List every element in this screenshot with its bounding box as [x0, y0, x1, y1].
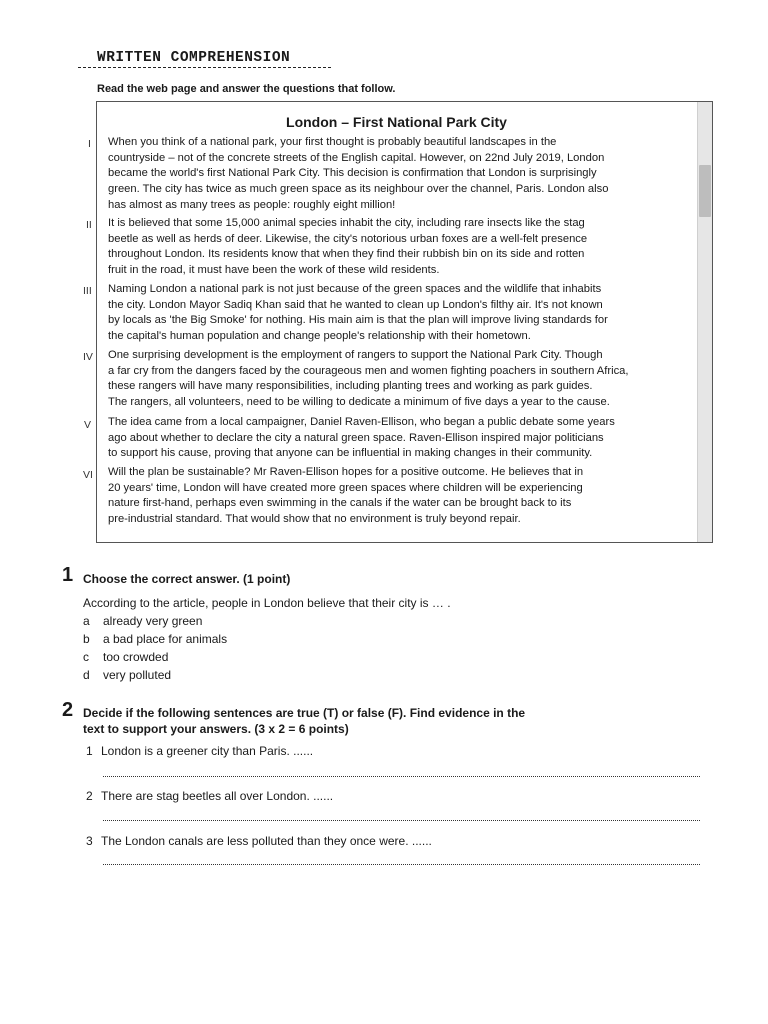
article-title: London – First National Park City [286, 114, 507, 130]
paragraph-number: IV [83, 351, 93, 363]
paragraph-line: a far cry from the dangers faced by the courageous men and women fighting poachers in southern Africa, [108, 364, 629, 377]
scrollbar-thumb[interactable] [699, 165, 711, 217]
paragraph-number: III [83, 285, 92, 297]
paragraph-line: Will the plan be sustainable? Mr Raven-Ellison hopes for a positive outcome. He believes that in [108, 466, 584, 478]
paragraph-number: VI [83, 469, 93, 481]
true-false-statement: There are stag beetles all over London. ...... [101, 789, 334, 803]
paragraph-line: Naming London a national park is not just because of the green spaces and the wildlife that inhabits [108, 283, 602, 295]
paragraph-line: by locals as 'the Big Smoke' for nothing. His main aim is that the plan will improve living standards for [108, 314, 608, 327]
article-paragraph [108, 465, 694, 528]
option-text[interactable]: a bad place for animals [103, 632, 228, 646]
item-number: 3 [86, 834, 93, 848]
answer-line[interactable] [103, 776, 700, 777]
webpage-panel [96, 101, 713, 543]
paragraph-number: V [84, 419, 92, 431]
true-false-statement: London is a greener city than Paris. ...... [101, 744, 314, 758]
paragraph-line: became the world's first National Park City. This decision is confirmation that London is surprisingly [108, 167, 597, 180]
paragraph-line: When you think of a national park, your first thought is probably beautiful landscapes in the [108, 136, 557, 148]
scrollbar[interactable] [697, 102, 712, 542]
question-stem: According to the article, people in London believe that their city is … . [83, 596, 451, 610]
paragraph-line: these rangers will have many responsibilities, including planting trees and working as park guides. [108, 380, 593, 393]
true-false-statement: The London canals are less polluted than they once were. ...... [101, 834, 432, 848]
article-paragraph [108, 135, 694, 214]
paragraph-line: throughout London. Its residents know that when they find their rubbish bin on its side and rotten [108, 248, 585, 261]
paragraph-line: fruit in the road, it must have been the work of these wild residents. [108, 264, 440, 277]
option-letter: c [83, 650, 89, 664]
paragraph-line: 20 years' time, London will have created more green spaces where children will be experiencing [108, 481, 583, 494]
paragraph-number: I [88, 138, 91, 150]
article-paragraph [108, 348, 694, 411]
section-title: WRITTEN COMPREHENSION [97, 50, 291, 66]
item-number: 1 [86, 744, 93, 758]
paragraph-line: has almost as many trees as people: roughly eight million! [108, 198, 396, 211]
paragraph-line: countryside – not of the concrete streets of the English capital. However, on 22nd July 2019, London [108, 151, 605, 164]
article-paragraph [108, 282, 694, 345]
paragraph-line: One surprising development is the employment of rangers to support the National Park City. Though [108, 349, 603, 361]
title-underline [78, 67, 331, 68]
paragraph-number: II [86, 219, 92, 231]
paragraph-line: The rangers, all volunteers, need to be willing to dedicate a minimum of five days a year to the cause. [108, 396, 610, 409]
question-prompt: Choose the correct answer. (1 point) [83, 572, 291, 586]
option-letter: b [83, 632, 90, 646]
question-prompt-line: text to support your answers. (3 x 2 = 6 points) [83, 722, 349, 736]
paragraph-line: the capital's human population and change people's relationship with their hometown. [108, 330, 531, 343]
option-text[interactable]: too crowded [103, 650, 169, 664]
question-number: 2 [62, 699, 74, 721]
article-paragraph [108, 216, 694, 279]
paragraph-line: the city. London Mayor Sadiq Khan said that he wanted to clean up London's filthy air. It's not known [108, 298, 603, 311]
paragraph-line: pre-industrial standard. That would show that no environment is truly beyond repair. [108, 513, 521, 526]
option-text[interactable]: already very green [103, 614, 203, 628]
item-number: 2 [86, 789, 93, 803]
option-letter: d [83, 668, 90, 682]
question-prompt-line: Decide if the following sentences are true (T) or false (F). Find evidence in the [83, 706, 526, 720]
answer-line[interactable] [103, 864, 700, 865]
option-letter: a [83, 614, 90, 628]
paragraph-line: green. The city has twice as much green space as its neighbour over the channel, Paris. London also [108, 183, 609, 196]
answer-line[interactable] [103, 820, 700, 821]
paragraph-line: to support his cause, proving that anyone can be influential in making changes in their community. [108, 447, 593, 460]
paragraph-line: beetle as well as herds of deer. Likewise, the city's notorious urban foxes are a well-felt presence [108, 232, 588, 245]
article-paragraph [108, 415, 694, 462]
paragraph-line: The idea came from a local campaigner, Daniel Raven-Ellison, who began a public debate some years [108, 416, 615, 428]
question-number: 1 [62, 564, 74, 586]
paragraph-line: nature first-hand, perhaps even swimming in the canals if the water can be brought back to its [108, 497, 572, 510]
paragraph-line: ago about whether to declare the city a natural green space. Raven-Ellison inspired major politicians [108, 431, 604, 444]
paragraph-line: It is believed that some 15,000 animal species inhabit the city, including rare insects like the stag [108, 217, 585, 229]
instruction-text: Read the web page and answer the questions that follow. [97, 83, 396, 95]
option-text[interactable]: very polluted [103, 668, 172, 682]
